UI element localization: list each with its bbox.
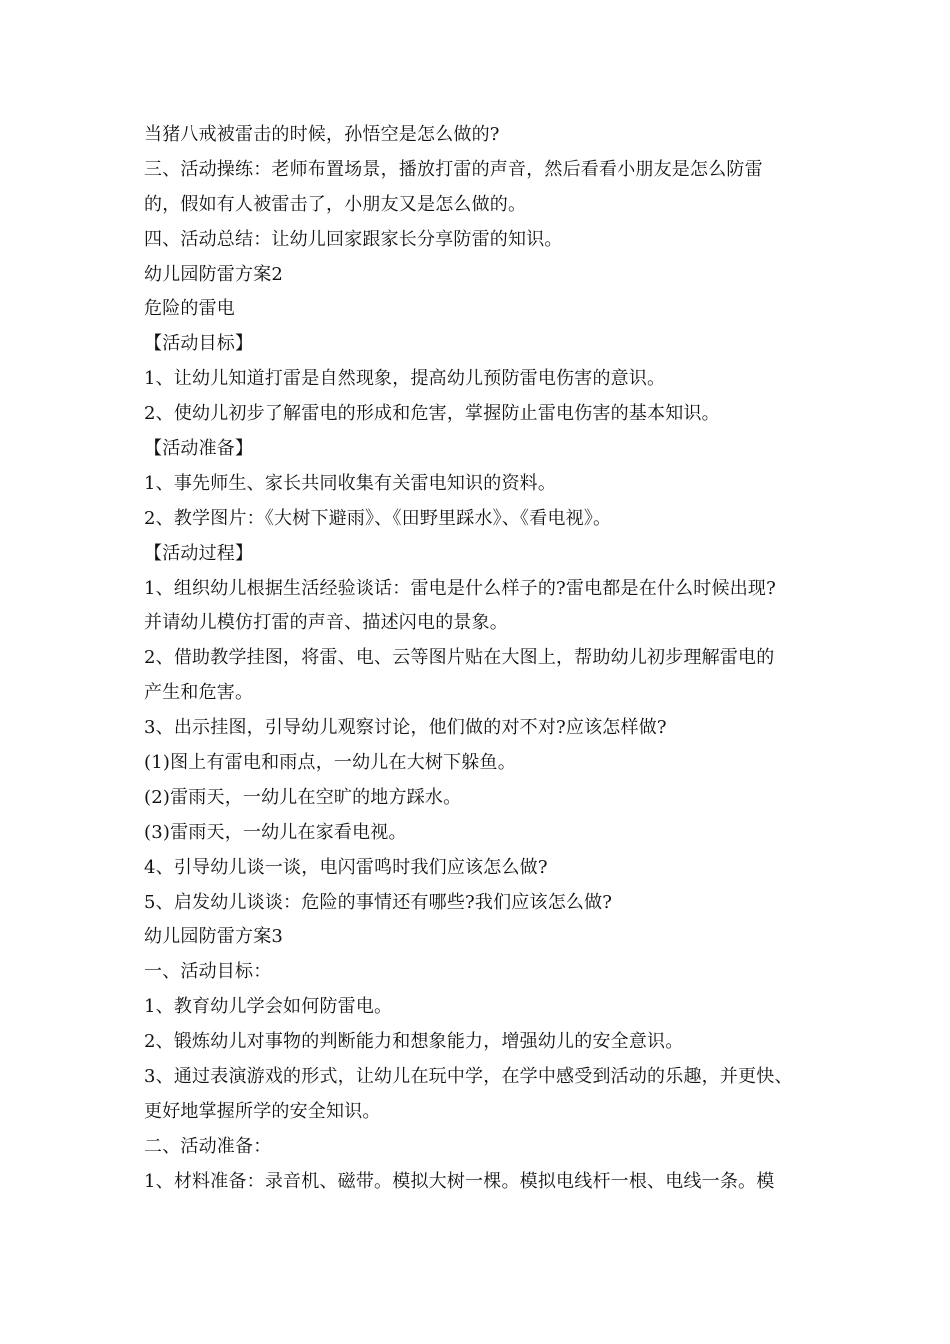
text-line: 四、活动总结：让幼儿回家跟家长分享防雷的知识。 [144, 228, 563, 250]
text-line: (2)雷雨天，一幼儿在空旷的地方踩水。 [144, 786, 462, 808]
text-line: (3)雷雨天，一幼儿在家看电视。 [144, 821, 407, 843]
text-line: 二、活动准备： [144, 1135, 272, 1157]
text-line: 1、教育幼儿学会如何防雷电。 [144, 996, 393, 1018]
text-line: 2、使幼儿初步了解雷电的形成和危害，掌握防止雷电伤害的基本知识。 [144, 403, 720, 425]
text-line: 1、让幼儿知道打雷是自然现象，提高幼儿预防雷电伤害的意识。 [144, 368, 666, 390]
text-line: 更好地掌握所学的安全知识。 [144, 1100, 381, 1122]
text-line: 并请幼儿模仿打雷的声音、描述闪电的景象。 [144, 612, 508, 634]
section-title: 幼儿园防雷方案2 [144, 263, 284, 285]
text-line: 一、活动目标： [144, 961, 272, 983]
text-line: 2、借助教学挂图，将雷、电、云等图片贴在大图上，帮助幼儿初步理解雷电的 [144, 647, 775, 669]
heading-activity-process: 【活动过程】 [144, 542, 254, 564]
section-title: 幼儿园防雷方案3 [144, 926, 284, 948]
text-line: 1、事先师生、家长共同收集有关雷电知识的资料。 [144, 472, 557, 494]
text-line: 5、启发幼儿谈谈：危险的事情还有哪些?我们应该怎么做? [144, 891, 613, 913]
text-line: 2、锻炼幼儿对事物的判断能力和想象能力，增强幼儿的安全意识。 [144, 1031, 684, 1053]
text-line: 1、组织幼儿根据生活经验谈话：雷电是什么样子的?雷电都是在什么时候出现? [144, 577, 776, 599]
text-line: 的，假如有人被雷击了，小朋友又是怎么做的。 [144, 193, 527, 215]
heading-activity-preparation: 【活动准备】 [144, 438, 254, 460]
text-line: (1)图上有雷电和雨点，一幼儿在大树下躲鱼。 [144, 752, 516, 774]
section-subtitle: 危险的雷电 [144, 298, 235, 320]
text-line: 1、材料准备：录音机、磁带。模拟大树一棵。模拟电线杆一根、电线一条。模 [144, 1170, 775, 1192]
text-line: 当猪八戒被雷击的时候，孙悟空是怎么做的? [144, 124, 500, 145]
text-line: 3、通过表演游戏的形式，让幼儿在玩中学，在学中感受到活动的乐趣，并更快、 [144, 1066, 793, 1088]
heading-activity-goals: 【活动目标】 [144, 333, 254, 355]
text-line: 产生和危害。 [144, 682, 254, 704]
text-line: 4、引导幼儿谈一谈，电闪雷鸣时我们应该怎么做? [144, 856, 548, 878]
text-line: 2、教学图片：《大树下避雨》、《田野里踩水》、《看电视》。 [144, 507, 612, 529]
text-line: 3、出示挂图，引导幼儿观察讨论，他们做的对不对?应该怎样做? [144, 717, 667, 739]
document-body [144, 118, 834, 1200]
text-line: 三、活动操练：老师布置场景，播放打雷的声音，然后看看小朋友是怎么防雷 [144, 158, 763, 180]
